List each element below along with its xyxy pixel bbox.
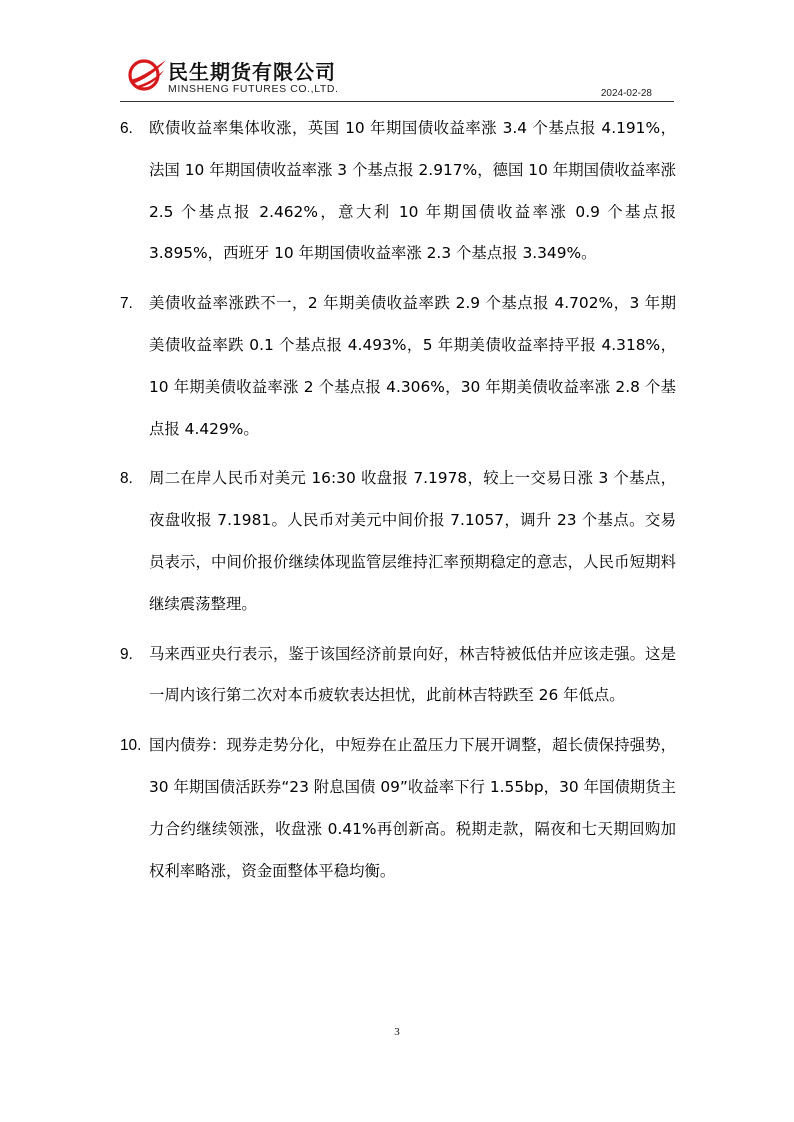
list-item	[120, 634, 676, 718]
page-number: 3	[394, 1026, 400, 1038]
news-list	[120, 108, 676, 900]
list-item	[120, 108, 676, 275]
report-date: 2024-02-28	[600, 88, 652, 99]
item-text: 国内债券：现券走势分化，中短券在止盈压力下展开调整，超长债保持强势，30 年期国债活跃券“23 附息国债 09”收益率下行 1.55bp，30 年国债期货主力合约继续领涨，收盘涨 0.41%再创新高。税期走款，隔夜和七天期回购加权利率略涨，资金面整体平稳均衡。	[149, 736, 676, 880]
header-divider	[120, 101, 674, 102]
list-item	[120, 725, 676, 892]
item-number: 6.	[120, 120, 133, 137]
item-text: 马来西亚央行表示，鉴于该国经济前景向好，林吉特被低估并应该走强。这是一周内该行第二次对本币疲软表达担忧，此前林吉特跌至 26 年低点。	[149, 644, 676, 705]
minsheng-swoosh-logo-icon	[126, 56, 168, 92]
item-text: 美债收益率涨跌不一，2 年期美债收益率跌 2.9 个基点报 4.702%，3 年期美债收益率跌 0.1 个基点报 4.493%，5 年期美债收益率持平报 4.318%，10 年期美债收益率涨 2 个基点报 4.306%，30 年期美债收益率涨 2.8 个基点报 4.429%。	[149, 294, 676, 438]
list-item	[120, 283, 676, 450]
item-text: 周二在岸人民币对美元 16:30 收盘报 7.1978，较上一交易日涨 3 个基点，夜盘收报 7.1981。人民币对美元中间价报 7.1057，调升 23 个基点。交易员表示，中间价报价继续体现监管层维持汇率预期稳定的意志，人民币短期料继续震荡整理。	[149, 469, 676, 613]
item-number: 8.	[120, 470, 133, 488]
item-number: 9.	[120, 645, 133, 663]
company-name-en: MINSHENG FUTURES CO.,LTD.	[168, 83, 339, 95]
item-number: 10.	[120, 737, 142, 755]
company-name-cn: 民生期货有限公司	[168, 60, 336, 84]
page-header	[120, 48, 674, 104]
list-item	[120, 458, 676, 625]
item-number: 7.	[120, 295, 133, 313]
item-text: 欧债收益率集体收涨，英国 10 年期国债收益率涨 3.4 个基点报 4.191%，法国 10 年期国债收益率涨 3 个基点报 2.917%，德国 10 年期国债收益率涨 2.5 个基点报 2.462%，意大利 10 年期国债收益率涨 0.9 个基点报 3.895%，西班牙 10 年期国债收益率涨 2.3 个基点报 3.349%。	[149, 119, 676, 263]
